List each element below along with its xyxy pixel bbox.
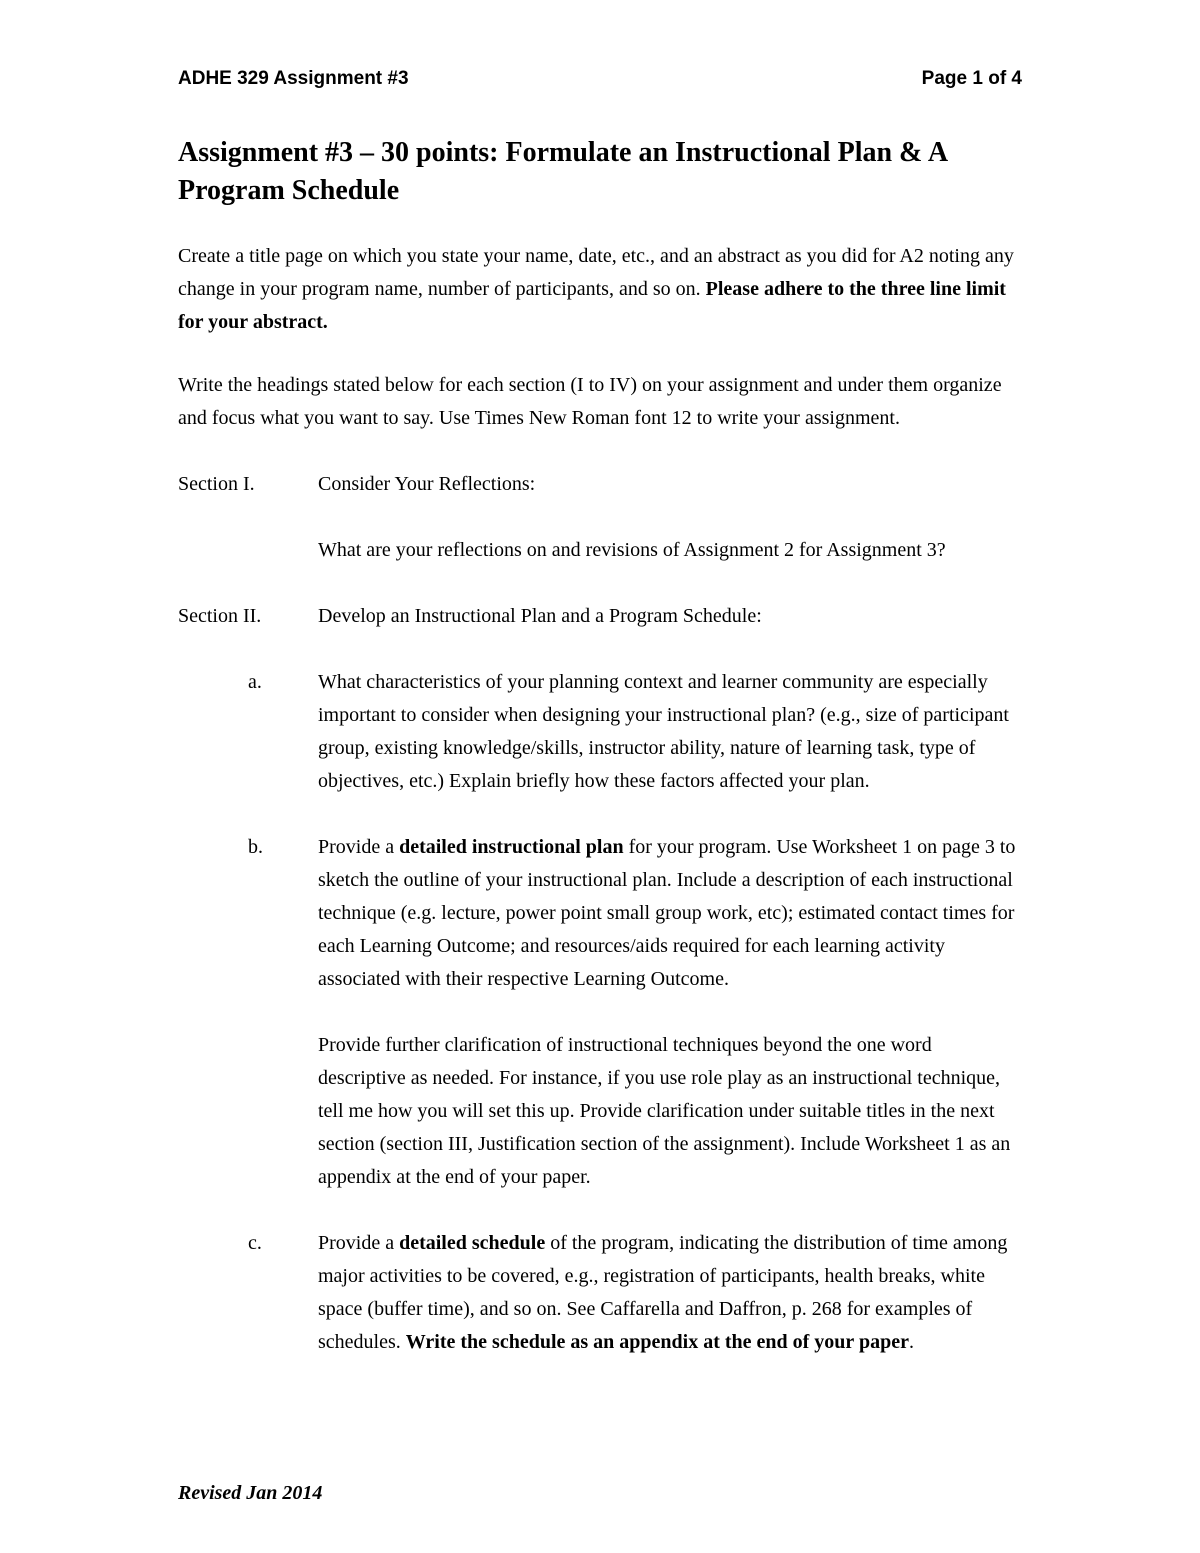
section-1-row (178, 468, 1022, 501)
item-c-paragraph: Provide a detailed schedule of the program, indicating the distribution of time among major activities to be covered, e.g., registration of participants, health breaks, white space (buffer time), and so on. See Caffarella and Daffron, p. 268 for examples of schedules. Write the schedule as an appendix at the end of your paper. (318, 1232, 1008, 1353)
item-a-paragraph: What characteristics of your planning context and learner community are especially important to consider when designing your instructional plan? (e.g., size of participant group, existing knowledge/skills, instructor ability, nature of learning task, type of objectives, etc.) Explain briefly how these factors affected your plan. (318, 671, 1009, 792)
section-1-label: Section I. (178, 473, 255, 495)
section-1-heading: Consider Your Reflections: (318, 473, 536, 495)
item-c-marker: c. (248, 1232, 262, 1254)
assignment-title: Assignment #3 – 30 points: Formulate an Instructional Plan & A Program Schedule (178, 137, 947, 206)
section-2-item-c (248, 1227, 1022, 1359)
item-b-body (318, 831, 1022, 1194)
page-footer: Revised Jan 2014 (178, 1482, 323, 1504)
intro-paragraph-2: Write the headings stated below for each section (I to IV) on your assignment and under them organize and focus what you want to say. Use Times New Roman font 12 to write your assignment. (178, 374, 1002, 429)
section-2-item-b (248, 831, 1022, 1194)
section-2-label: Section II. (178, 605, 262, 627)
item-a-marker: a. (248, 671, 262, 693)
header-page-number: Page 1 of 4 (921, 68, 1022, 89)
section-2-row (178, 600, 1022, 633)
item-b-marker: b. (248, 836, 263, 858)
section-2-item-a (248, 666, 1022, 798)
item-b-paragraph-1: Provide a detailed instructional plan for your program. Use Worksheet 1 on page 3 to sketch the outline of your instructional plan. Include a description of each instructional technique (e.g. lecture, power point small group work, etc); estimated contact times for each Learning Outcome; and resources/aids required for each learning activity associated with their respective Learning Outcome. (318, 836, 1016, 990)
header-course-title: ADHE 329 Assignment #3 (178, 68, 409, 89)
item-c-body (318, 1227, 1022, 1359)
item-a-body (318, 666, 1022, 798)
section-1-paragraph: What are your reflections on and revisions of Assignment 2 for Assignment 3? (318, 539, 946, 561)
section-2-heading: Develop an Instructional Plan and a Program Schedule: (318, 605, 762, 627)
page-header (178, 68, 1022, 90)
item-b-paragraph-2: Provide further clarification of instructional techniques beyond the one word descriptive as needed. For instance, if you use role play as an instructional technique, tell me how you will set this up. Provide clarification under suitable titles in the next section (section III, Justification section of the assignment). Include Worksheet 1 as an appendix at the end of your paper. (318, 1034, 1011, 1188)
intro-paragraph-1: Create a title page on which you state your name, date, etc., and an abstract as you did for A2 noting any change in your program name, number of participants, and so on. Please adhere to the three line limit for your abstract. (178, 245, 1014, 333)
